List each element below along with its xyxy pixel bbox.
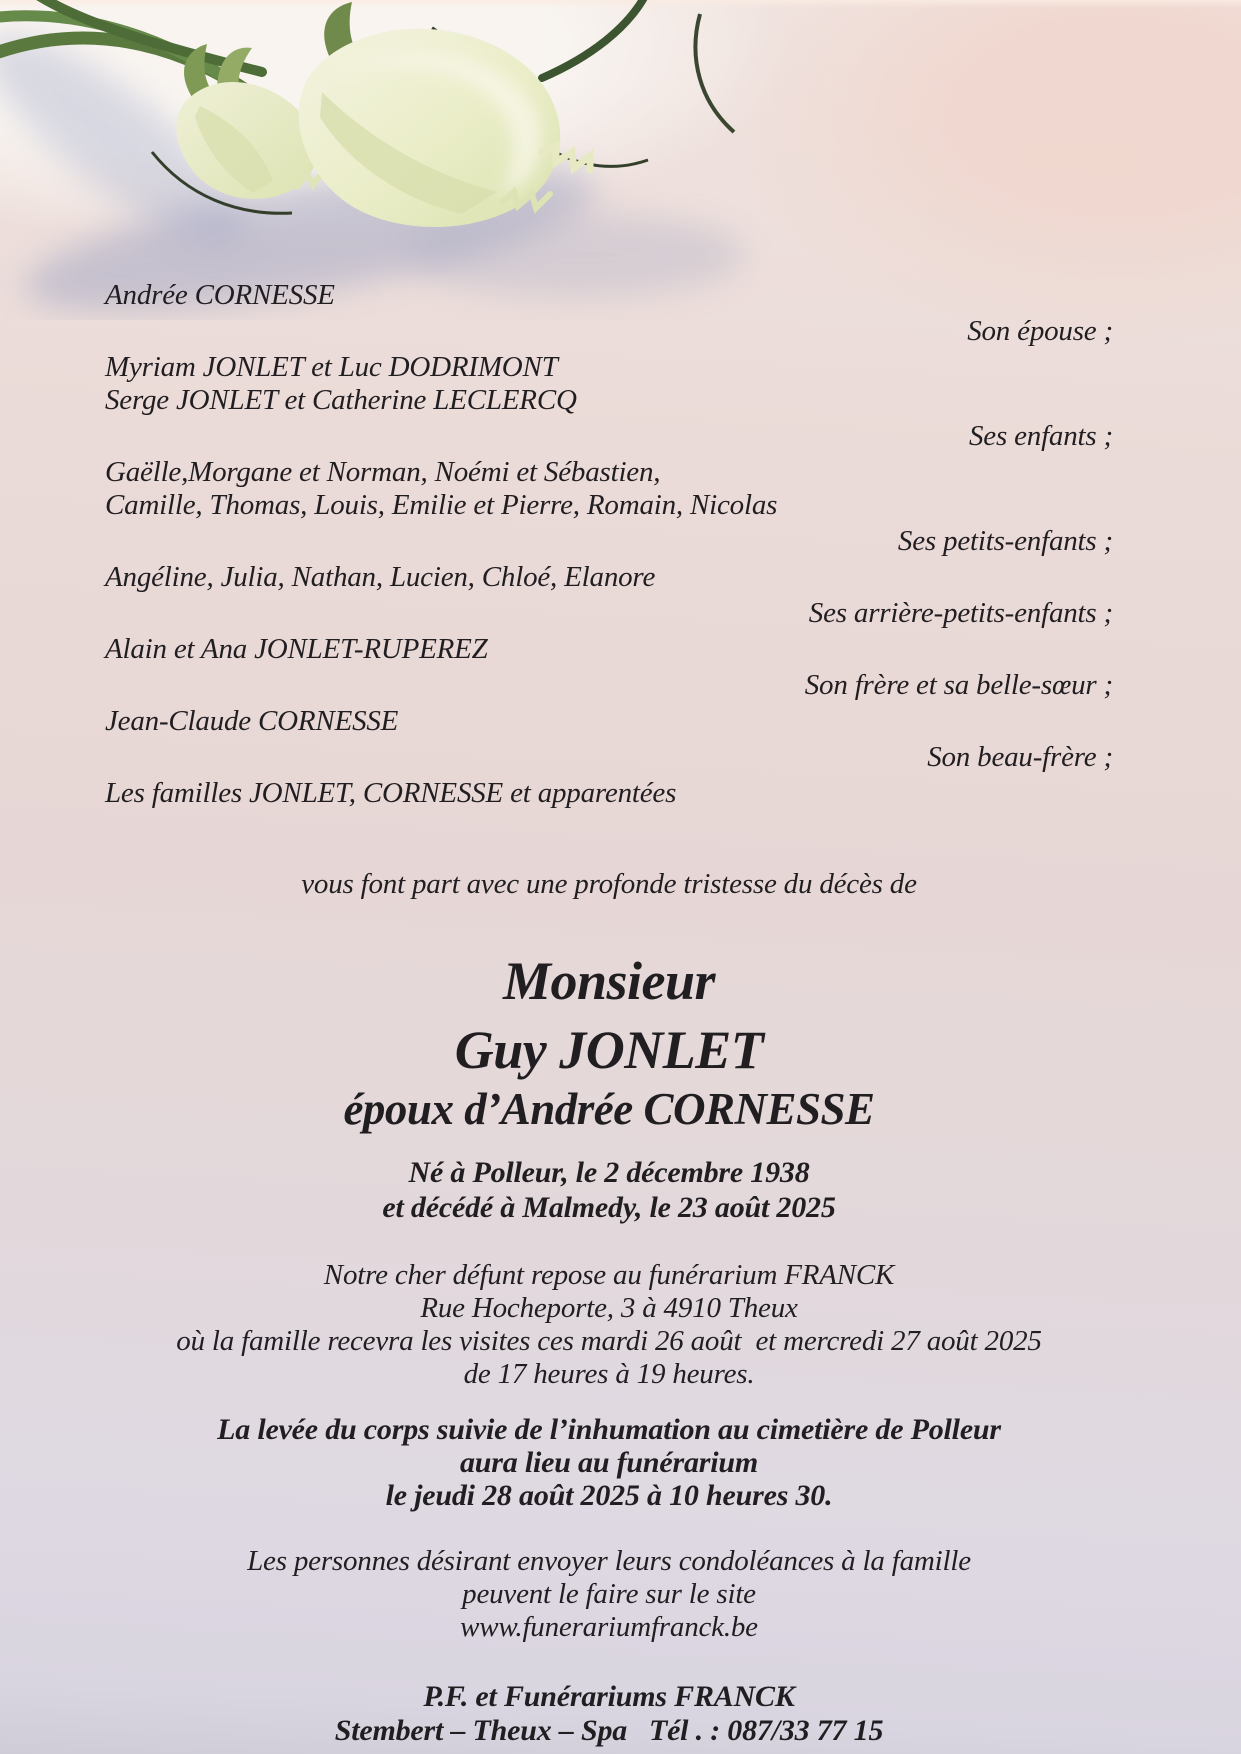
relation-label: Son beau-frère ; [927,741,1113,773]
large-rose-bud [299,29,561,227]
mourner-name-line: Les familles JONLET, CORNESSE et apparentées [105,777,677,809]
funeral-home-name: P.F. et Funérariums FRANCK [423,1680,795,1713]
visits-hours: de 17 heures à 19 heures. [463,1358,755,1390]
notice-text [105,276,1113,1748]
funeral-home-locations-phone: Stembert – Theux – Spa Tél . : 087/33 77 15 [334,1714,884,1747]
visits-line: où la famille recevra les visites ces mardi 26 août et mercredi 27 août 2025 [176,1325,1042,1357]
relation-label: Ses arrière-petits-enfants ; [808,597,1113,629]
repose-line: Notre cher défunt repose au funérarium FRANCK [323,1259,895,1291]
rose-tendril [695,14,734,132]
mourner-name-line: Myriam JONLET et Luc DODRIMONT [105,351,558,383]
small-rose-bud [176,82,317,199]
mourner-name-line: Alain et Ana JONLET-RUPEREZ [105,633,488,665]
mourner-name-line: Camille, Thomas, Louis, Emilie et Pierre, Romain, Nicolas [105,489,778,521]
repose-address: Rue Hocheporte, 3 à 4910 Theux [420,1292,798,1324]
ceremony-line: La levée du corps suivie de l’inhumation au cimetière de Polleur [217,1413,1001,1446]
mourner-name-line: Andrée CORNESSE [105,279,335,311]
large-rose-bud-highlight [332,52,541,197]
small-rose-bud-fold [195,106,273,193]
relation-label: Ses petits-enfants ; [897,525,1113,557]
large-rose-bud-tips [542,146,590,170]
rose-sepal [184,44,217,97]
rose-sepal [217,48,252,97]
rose-tendril [432,28,499,142]
mourner-name-line: Angéline, Julia, Nathan, Lucien, Chloé, Elanore [105,561,656,593]
ceremony-datetime: le jeudi 28 août 2025 à 10 heures 30. [385,1479,833,1512]
ceremony-place: aura lieu au funérarium [460,1446,758,1479]
white-roses-photo [0,0,780,320]
announcement-intro: vous font part avec une profonde tristesse du décès de [301,868,917,900]
mourner-name-line: Jean-Claude CORNESSE [105,705,399,737]
deceased-spouse-line: époux d’Andrée CORNESSE [343,1084,875,1134]
rose-stem [0,16,240,88]
flower-shadow [0,4,271,277]
condolences-line2: peuvent le faire sur le site [462,1578,756,1610]
relation-label: Son frère et sa belle-sœur ; [804,669,1113,701]
birth-line: Né à Polleur, le 2 décembre 1938 [408,1156,810,1189]
rose-tendril [512,122,648,166]
condolences-line: Les personnes désirant envoyer leurs condoléances à la famille [247,1545,971,1577]
rose-stem [542,0,648,78]
rose-sepal [324,2,364,63]
mourner-name-line: Gaëlle,Morgane et Norman, Noémi et Sébastien, [105,456,661,488]
rose-tendril [152,152,292,213]
rose-stem [30,0,262,72]
mourner-name-line: Serge JONLET et Catherine LECLERCQ [105,384,577,416]
mourners-block [105,279,1113,810]
large-rose-bud-tips [502,192,550,208]
deceased-name: Guy JONLET [454,1020,764,1080]
large-rose-bud-fold [320,92,497,214]
condolences-website: www.funerariumfranck.be [460,1611,758,1643]
death-line: et décédé à Malmedy, le 23 août 2025 [382,1191,836,1224]
relation-label: Son épouse ; [967,315,1113,347]
relation-label: Ses enfants ; [969,420,1113,452]
small-rose-bud-tips [297,169,331,187]
deceased-civility: Monsieur [502,951,716,1011]
rose-stem [0,38,288,122]
